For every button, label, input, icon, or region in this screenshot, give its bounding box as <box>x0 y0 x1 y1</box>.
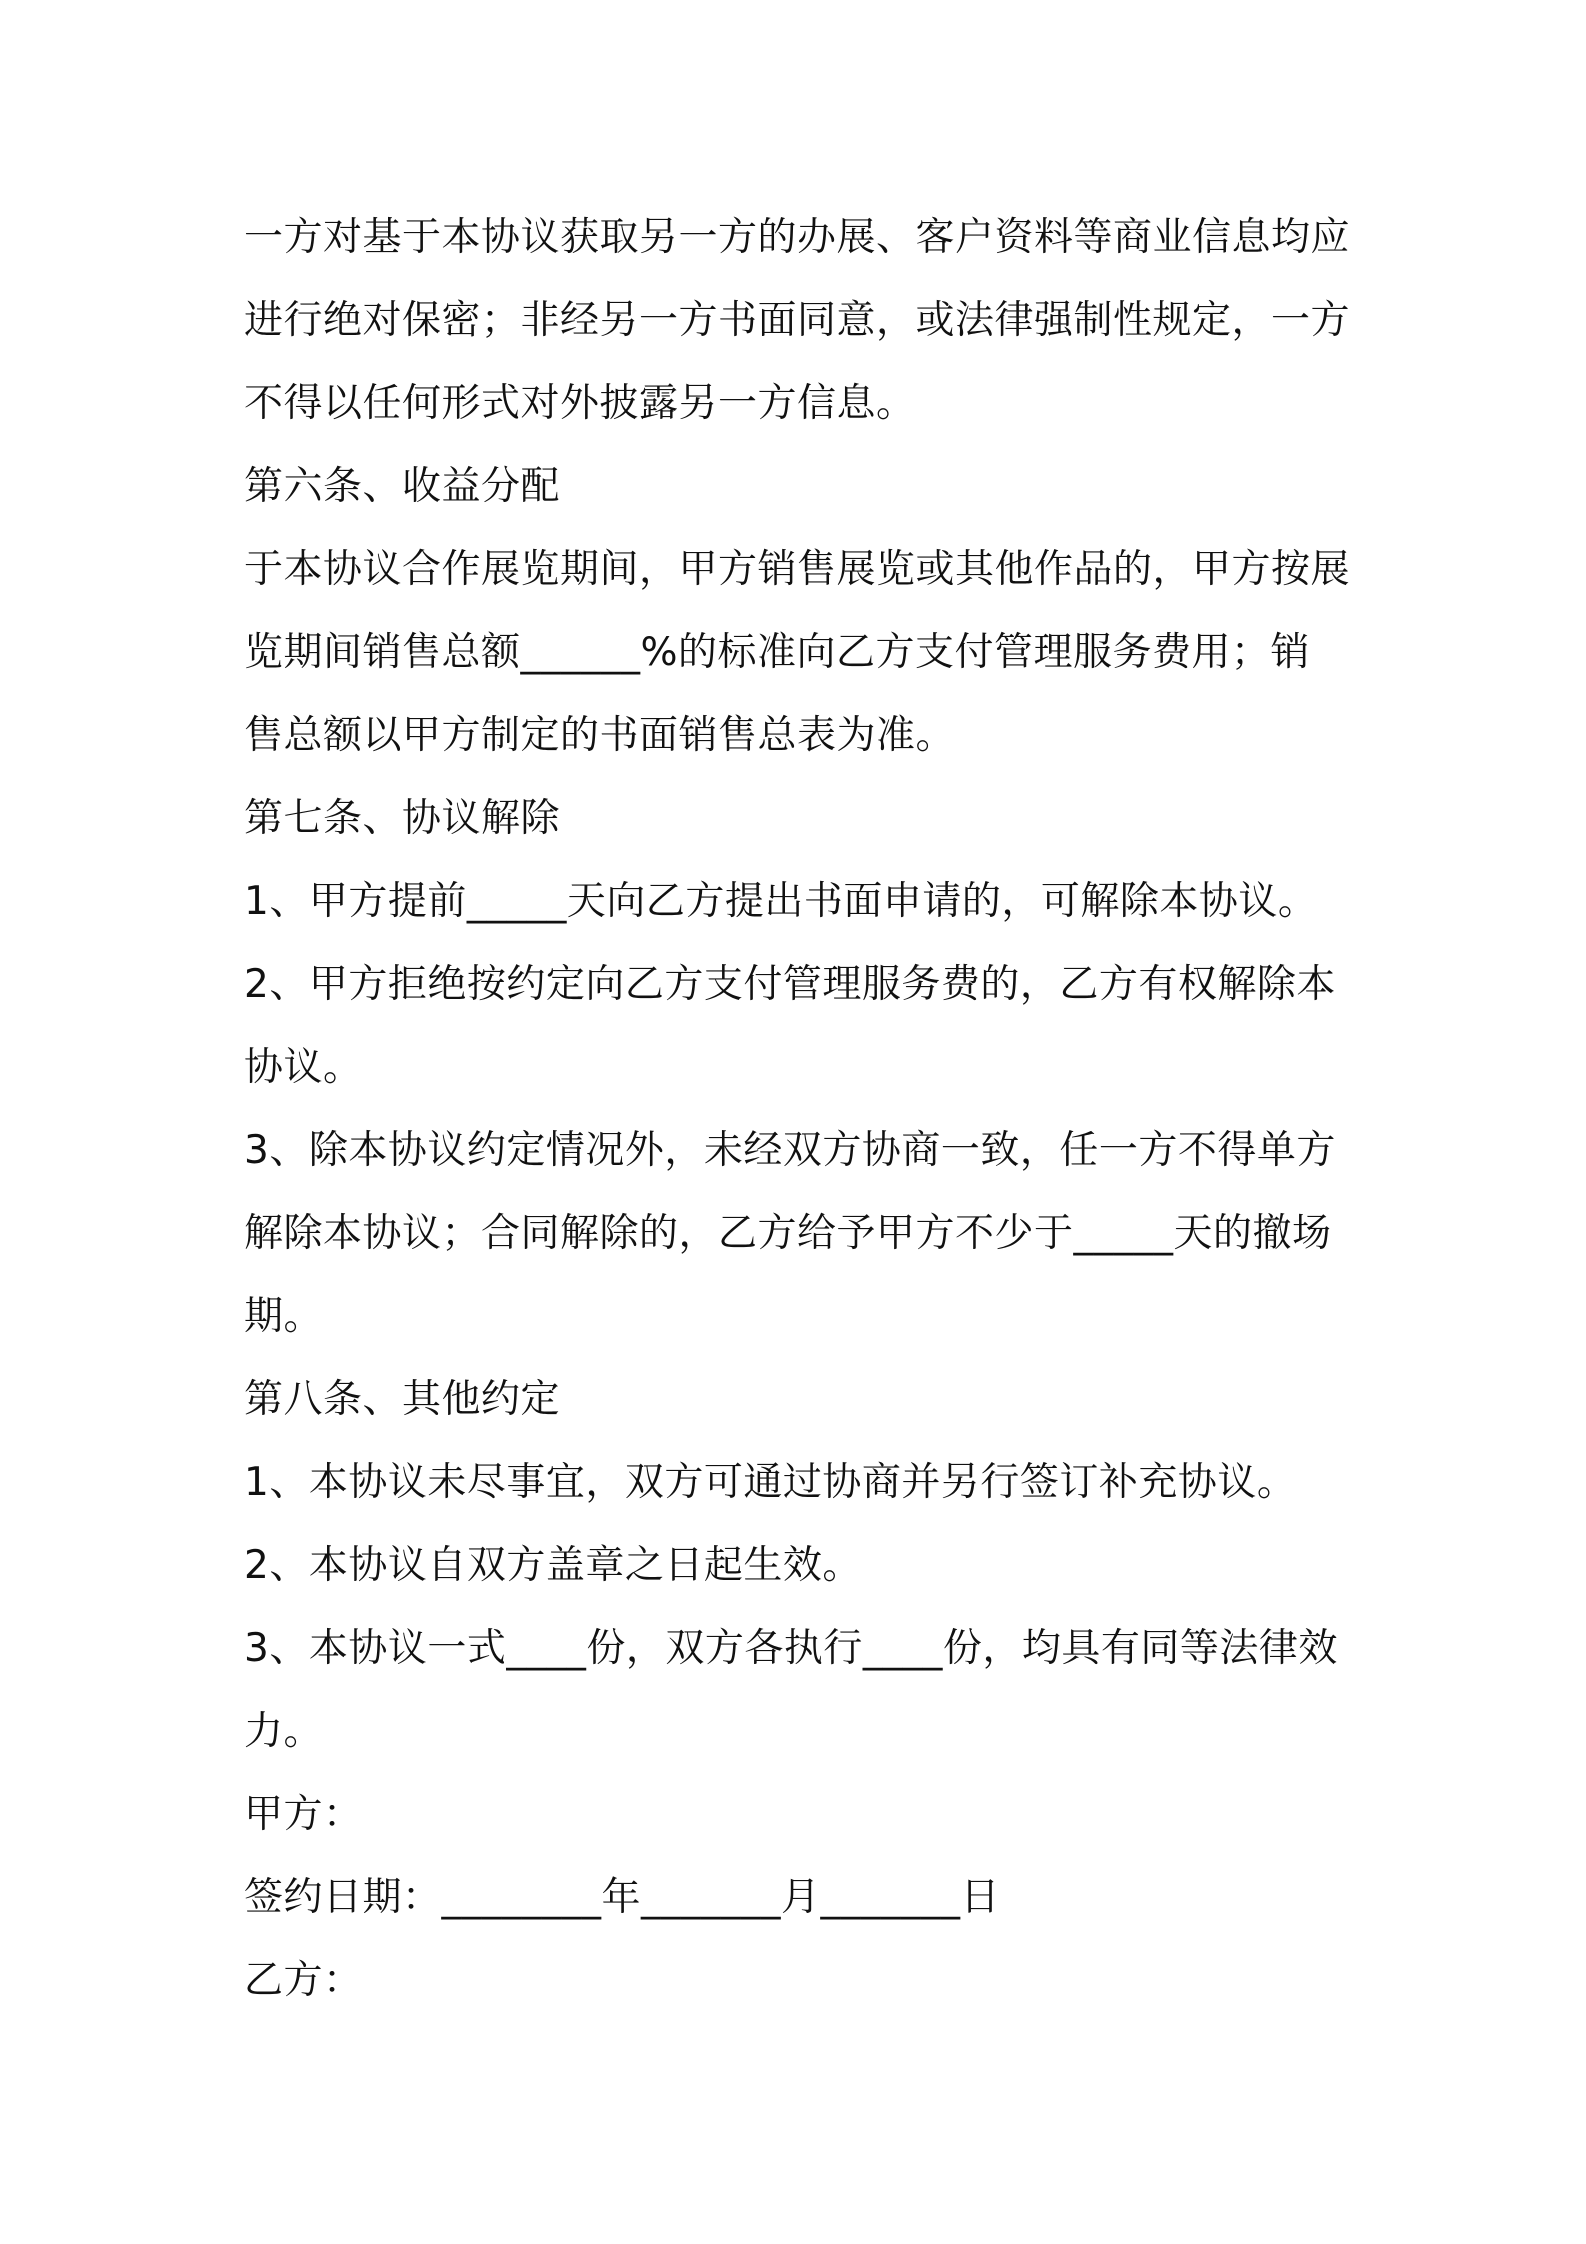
document-body <box>244 196 1364 2022</box>
clause-7-item-2-line-2: 协议。 <box>244 1045 363 1090</box>
heading-article-6: 第六条、收益分配 <box>244 464 561 509</box>
heading-article-8: 第八条、其他约定 <box>244 1377 561 1422</box>
signing-date: 签约日期：________年_______月_______日 <box>244 1875 1001 1920</box>
party-b-label: 乙方： <box>244 1958 363 2003</box>
clause-8-item-3-line-2: 力。 <box>244 1709 324 1754</box>
clause-7-item-3-line-1: 3、除本协议约定情况外，未经双方协商一致，任一方不得单方 <box>244 1128 1336 1173</box>
clause-8-item-1: 1、本协议未尽事宜，双方可通过协商并另行签订补充协议。 <box>244 1460 1297 1505</box>
clause-6-line-1: 于本协议合作展览期间，甲方销售展览或其他作品的，甲方按展 <box>244 547 1351 592</box>
clause-7-item-3-line-2: 解除本协议；合同解除的，乙方给予甲方不少于_____天的撤场 <box>244 1211 1332 1256</box>
clause-6-line-3: 售总额以甲方制定的书面销售总表为准。 <box>244 713 956 758</box>
clause-7-item-2-line-1: 2、甲方拒绝按约定向乙方支付管理服务费的，乙方有权解除本 <box>244 962 1336 1007</box>
clause-5-line-1: 一方对基于本协议获取另一方的办展、客户资料等商业信息均应 <box>244 215 1351 260</box>
clause-5-line-2: 进行绝对保密；非经另一方书面同意，或法律强制性规定，一方 <box>244 298 1351 343</box>
clause-7-item-1: 1、甲方提前_____天向乙方提出书面申请的，可解除本协议。 <box>244 879 1318 924</box>
clause-8-item-2: 2、本协议自双方盖章之日起生效。 <box>244 1543 862 1588</box>
clause-5-line-3: 不得以任何形式对外披露另一方信息。 <box>244 381 916 426</box>
party-a-label: 甲方： <box>244 1792 363 1837</box>
heading-article-7: 第七条、协议解除 <box>244 796 561 841</box>
clause-8-item-3-line-1: 3、本协议一式____份，双方各执行____份，均具有同等法律效 <box>244 1626 1338 1671</box>
clause-6-line-2: 览期间销售总额______%的标准向乙方支付管理服务费用；销 <box>244 630 1311 675</box>
clause-7-item-3-line-3: 期。 <box>244 1294 324 1339</box>
